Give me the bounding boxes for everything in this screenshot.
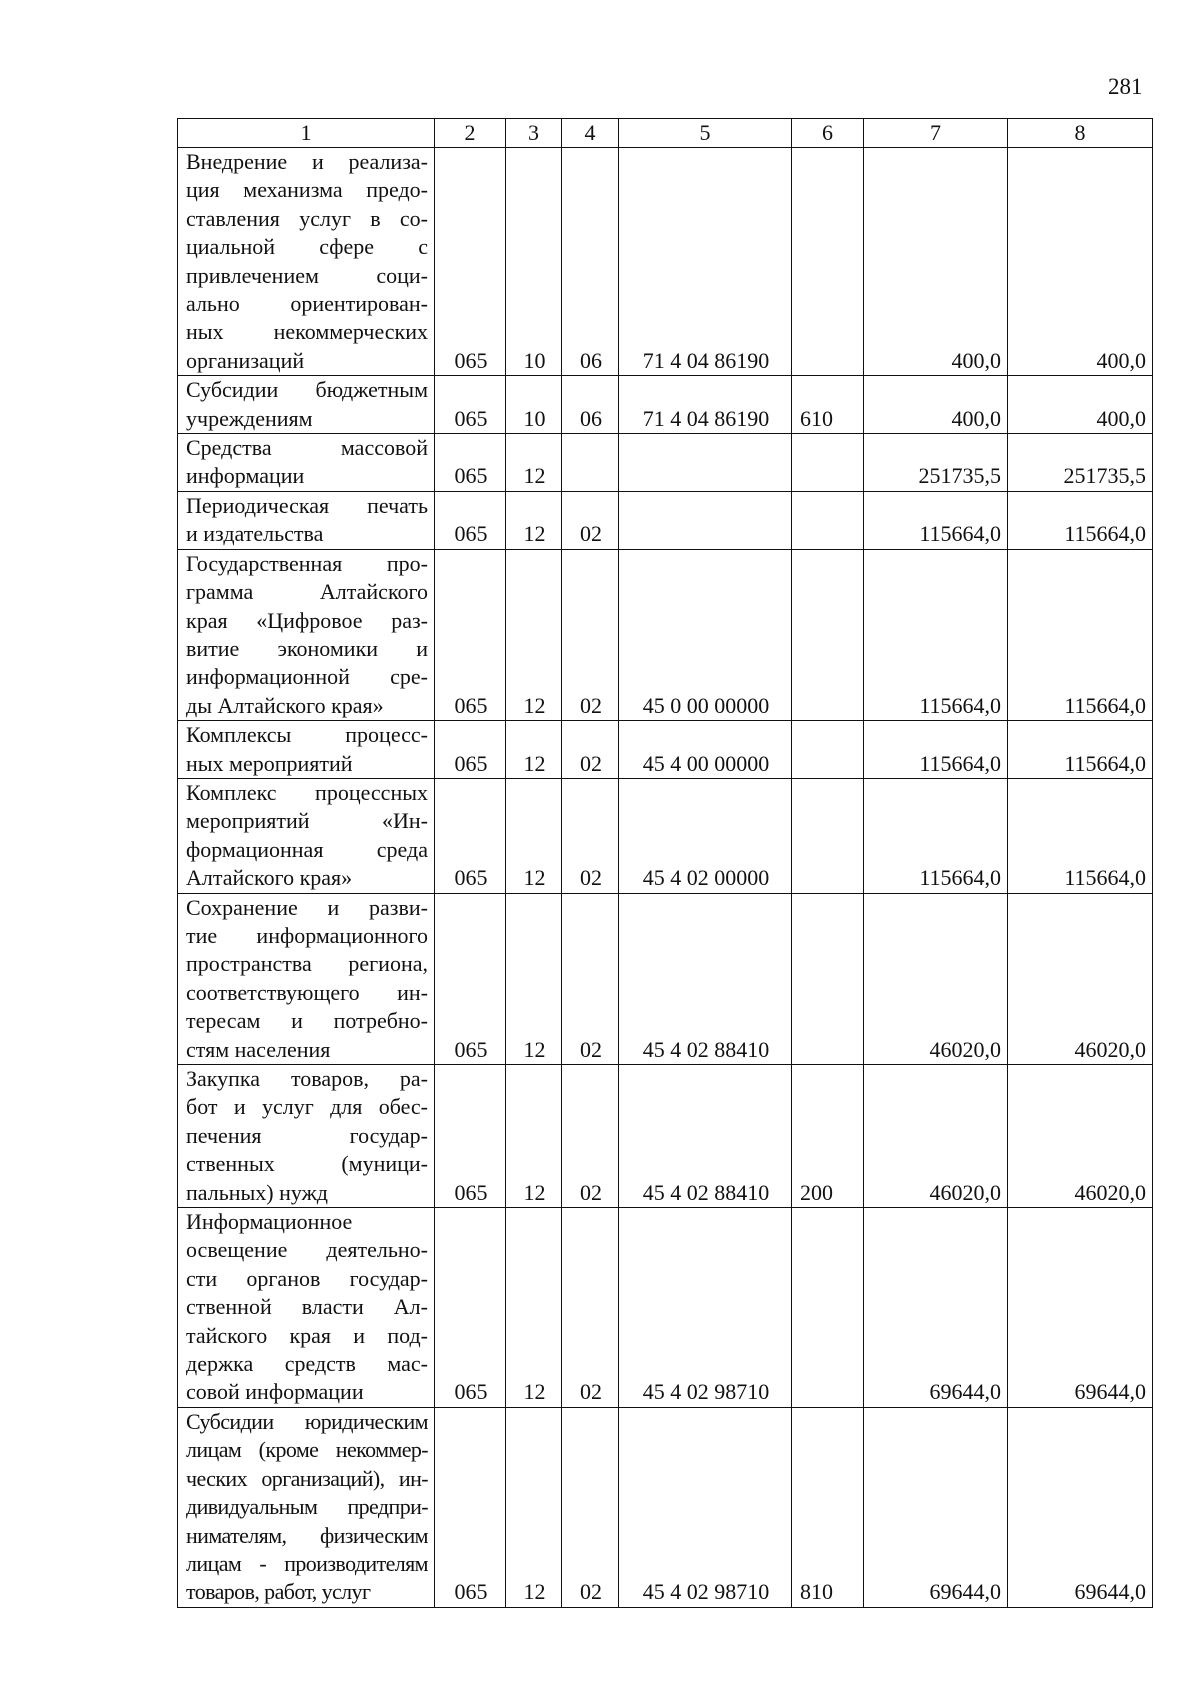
amount-year1-cell: 400,0 <box>864 148 1008 376</box>
item-name-cell <box>178 148 435 376</box>
section-cell: 12 <box>506 893 562 1064</box>
header-cell-6: 6 <box>792 119 864 148</box>
item-name-line: Информационное <box>186 1209 353 1235</box>
subsection-cell: 02 <box>562 893 619 1064</box>
section-cell: 12 <box>506 721 562 779</box>
section-cell: 12 <box>506 1407 562 1607</box>
expense-type-cell <box>792 434 864 492</box>
item-name-line: витие экономики и <box>186 635 428 661</box>
amount-year2-cell: 69644,0 <box>1008 1208 1153 1408</box>
item-name-line: дивидуальным предпри- <box>186 1494 428 1520</box>
header-cell-5: 5 <box>619 119 792 148</box>
item-name-line: лицам - производителям <box>186 1550 428 1576</box>
table-row <box>178 148 1153 376</box>
section-cell: 12 <box>506 491 562 549</box>
table-row <box>178 721 1153 779</box>
subsection-cell: 06 <box>562 376 619 434</box>
section-cell: 12 <box>506 549 562 720</box>
amount-year2-cell: 115664,0 <box>1008 778 1153 893</box>
item-name-line: ственной власти Ал- <box>186 1294 428 1320</box>
amount-year1-cell: 69644,0 <box>864 1407 1008 1607</box>
amount-year2-cell: 115664,0 <box>1008 549 1153 720</box>
item-name-line: края «Цифровое раз- <box>186 607 428 633</box>
gov-code-cell: 065 <box>435 893 506 1064</box>
target-article-cell <box>619 434 792 492</box>
subsection-cell: 02 <box>562 778 619 893</box>
item-name-line: формационная среда <box>186 836 428 862</box>
section-cell: 10 <box>506 148 562 376</box>
gov-code-cell: 065 <box>435 491 506 549</box>
amount-year1-cell: 69644,0 <box>864 1208 1008 1408</box>
gov-code-cell: 065 <box>435 721 506 779</box>
item-name-line: пространства региона, <box>186 951 428 977</box>
target-article-cell: 45 4 02 88410 <box>619 1065 792 1208</box>
table-row <box>178 893 1153 1064</box>
item-name-cell <box>178 549 435 720</box>
expense-type-cell: 200 <box>792 1065 864 1208</box>
item-name-line: бот и услуг для обес- <box>186 1094 428 1120</box>
item-name-cell <box>178 491 435 549</box>
budget-table <box>177 118 1153 1608</box>
header-cell-1: 1 <box>178 119 435 148</box>
target-article-cell: 45 0 00 00000 <box>619 549 792 720</box>
page-number: 281 <box>1108 74 1143 99</box>
item-name-line: лицам (кроме некоммер- <box>186 1437 428 1463</box>
amount-year1-cell: 400,0 <box>864 376 1008 434</box>
subsection-cell: 02 <box>562 1065 619 1208</box>
item-name-line: учреждениям <box>186 405 313 431</box>
item-name-line: Комплекс процессных <box>186 779 428 805</box>
expense-type-cell <box>792 778 864 893</box>
gov-code-cell: 065 <box>435 778 506 893</box>
amount-year2-cell: 69644,0 <box>1008 1407 1153 1607</box>
section-cell: 12 <box>506 1208 562 1408</box>
table-row <box>178 1208 1153 1408</box>
item-name-line: Субсидии юридическим <box>186 1408 428 1434</box>
gov-code-cell: 065 <box>435 549 506 720</box>
item-name-line: сти органов государ- <box>186 1265 428 1291</box>
target-article-cell <box>619 491 792 549</box>
amount-year1-cell: 115664,0 <box>864 778 1008 893</box>
subsection-cell: 02 <box>562 549 619 720</box>
item-name-line: привлечением соци- <box>186 262 428 288</box>
item-name-cell <box>178 1065 435 1208</box>
amount-year2-cell: 46020,0 <box>1008 893 1153 1064</box>
target-article-cell: 71 4 04 86190 <box>619 376 792 434</box>
item-name-line: товаров, работ, услуг <box>186 1579 371 1605</box>
subsection-cell <box>562 434 619 492</box>
table-row <box>178 1065 1153 1208</box>
target-article-cell: 45 4 02 98710 <box>619 1407 792 1607</box>
amount-year1-cell: 115664,0 <box>864 491 1008 549</box>
table-row <box>178 549 1153 720</box>
table-row <box>178 434 1153 492</box>
section-cell: 12 <box>506 434 562 492</box>
item-name-line: информационной сре- <box>186 664 428 690</box>
item-name-cell <box>178 1407 435 1607</box>
amount-year1-cell: 46020,0 <box>864 893 1008 1064</box>
header-cell-3: 3 <box>506 119 562 148</box>
subsection-cell: 02 <box>562 491 619 549</box>
gov-code-cell: 065 <box>435 376 506 434</box>
amount-year2-cell: 400,0 <box>1008 148 1153 376</box>
header-cell-2: 2 <box>435 119 506 148</box>
item-name-line: ставления услуг в со- <box>186 205 428 231</box>
target-article-cell: 45 4 02 00000 <box>619 778 792 893</box>
section-cell: 12 <box>506 1065 562 1208</box>
amount-year2-cell: 115664,0 <box>1008 491 1153 549</box>
item-name-line: ных мероприятий <box>186 750 353 776</box>
header-cell-8: 8 <box>1008 119 1153 148</box>
item-name-line: Периодическая печать <box>186 492 428 518</box>
item-name-cell <box>178 1208 435 1408</box>
item-name-line: организаций <box>186 347 305 373</box>
amount-year1-cell: 46020,0 <box>864 1065 1008 1208</box>
item-name-line: информации <box>186 463 305 489</box>
amount-year1-cell: 115664,0 <box>864 549 1008 720</box>
gov-code-cell: 065 <box>435 1407 506 1607</box>
item-name-line: Средства массовой <box>186 435 428 461</box>
item-name-line: тайского края и под- <box>186 1322 428 1348</box>
item-name-line: держка средств мас- <box>186 1351 428 1377</box>
expense-type-cell: 810 <box>792 1407 864 1607</box>
table-row <box>178 376 1153 434</box>
item-name-cell <box>178 434 435 492</box>
item-name-line: Алтайского края» <box>186 865 353 891</box>
gov-code-cell: 065 <box>435 1065 506 1208</box>
gov-code-cell: 065 <box>435 148 506 376</box>
item-name-line: ных некоммерческих <box>186 319 428 345</box>
section-cell: 10 <box>506 376 562 434</box>
subsection-cell: 02 <box>562 721 619 779</box>
gov-code-cell: 065 <box>435 434 506 492</box>
section-cell: 12 <box>506 778 562 893</box>
expense-type-cell: 610 <box>792 376 864 434</box>
table-row <box>178 491 1153 549</box>
item-name-line: и издательства <box>186 521 324 547</box>
gov-code-cell: 065 <box>435 1208 506 1408</box>
target-article-cell: 45 4 02 98710 <box>619 1208 792 1408</box>
item-name-line: ция механизма предо- <box>186 177 428 203</box>
item-name-line: Сохранение и разви- <box>186 894 428 920</box>
item-name-cell <box>178 893 435 1064</box>
item-name-line: печения государ- <box>186 1122 428 1148</box>
item-name-line: нимателям, физическим <box>186 1522 428 1548</box>
item-name-line: ственных (муници- <box>186 1151 428 1177</box>
amount-year1-cell: 115664,0 <box>864 721 1008 779</box>
expense-type-cell <box>792 491 864 549</box>
target-article-cell: 45 4 02 88410 <box>619 893 792 1064</box>
item-name-line: ды Алтайского края» <box>186 692 384 718</box>
item-name-cell <box>178 721 435 779</box>
item-name-line: ческих организаций), ин- <box>186 1465 428 1491</box>
amount-year2-cell: 400,0 <box>1008 376 1153 434</box>
item-name-line: Внедрение и реализа- <box>186 149 428 174</box>
header-cell-4: 4 <box>562 119 619 148</box>
expense-type-cell <box>792 148 864 376</box>
amount-year1-cell: 251735,5 <box>864 434 1008 492</box>
item-name-line: грамма Алтайского <box>186 579 428 605</box>
item-name-line: соответствующего ин- <box>186 979 428 1005</box>
item-name-line: ально ориентирован- <box>186 291 428 317</box>
header-cell-7: 7 <box>864 119 1008 148</box>
target-article-cell: 45 4 00 00000 <box>619 721 792 779</box>
expense-type-cell <box>792 721 864 779</box>
item-name-line: Комплексы процесс- <box>186 722 428 748</box>
amount-year2-cell: 251735,5 <box>1008 434 1153 492</box>
item-name-line: освещение деятельно- <box>186 1237 428 1263</box>
table-body <box>178 119 1153 1608</box>
target-article-cell: 71 4 04 86190 <box>619 148 792 376</box>
expense-type-cell <box>792 893 864 1064</box>
subsection-cell: 06 <box>562 148 619 376</box>
item-name-line: мероприятий «Ин- <box>186 808 428 834</box>
item-name-line: тересам и потребно- <box>186 1008 428 1034</box>
item-name-line: стям населения <box>186 1036 331 1062</box>
table-row <box>178 778 1153 893</box>
expense-type-cell <box>792 549 864 720</box>
expense-type-cell <box>792 1208 864 1408</box>
item-name-line: пальных) нужд <box>186 1179 329 1205</box>
subsection-cell: 02 <box>562 1208 619 1408</box>
amount-year2-cell: 115664,0 <box>1008 721 1153 779</box>
subsection-cell: 02 <box>562 1407 619 1607</box>
table-row <box>178 1407 1153 1607</box>
header-row <box>178 119 1153 148</box>
item-name-line: совой информации <box>186 1379 364 1405</box>
item-name-line: Субсидии бюджетным <box>186 377 428 403</box>
item-name-line: тие информационного <box>186 922 428 948</box>
amount-year2-cell: 46020,0 <box>1008 1065 1153 1208</box>
item-name-line: циальной сфере с <box>186 234 428 260</box>
item-name-cell <box>178 376 435 434</box>
item-name-cell <box>178 778 435 893</box>
item-name-line: Государственная про- <box>186 550 428 576</box>
item-name-line: Закупка товаров, ра- <box>186 1066 428 1091</box>
